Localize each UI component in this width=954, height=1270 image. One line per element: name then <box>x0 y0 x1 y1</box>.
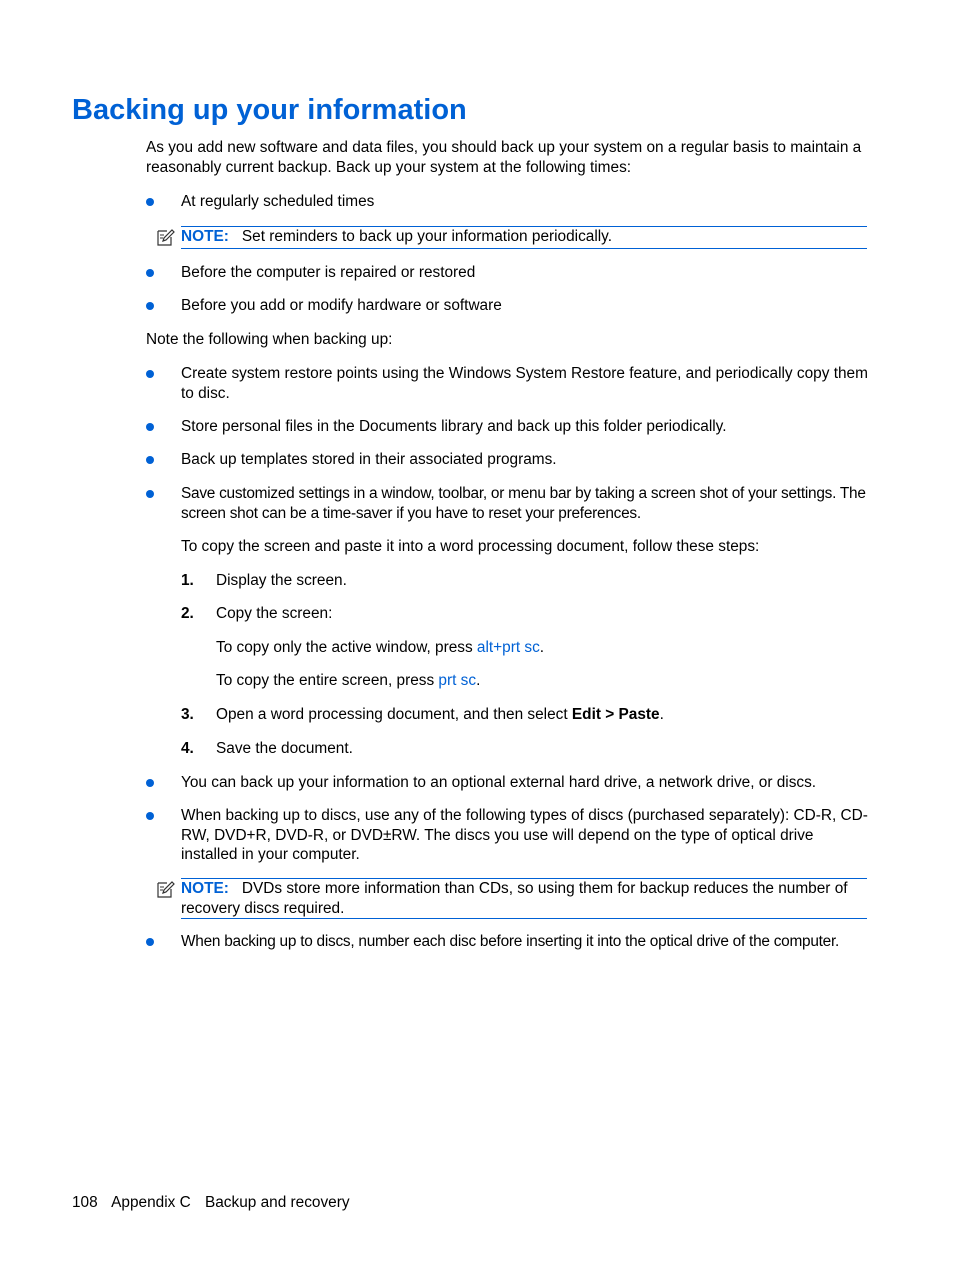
list-item: At regularly scheduled times <box>181 193 375 210</box>
step-text: Copy the screen: <box>216 605 333 622</box>
note-message: Set reminders to back up your information periodically. <box>241 228 613 245</box>
list-item: Before you add or modify hardware or software <box>181 297 502 314</box>
list-item: Back up templates stored in their associated programs. <box>181 451 557 468</box>
note-pencil-icon <box>156 228 175 247</box>
active-window-instruction <box>216 638 866 658</box>
page-title: Backing up your information <box>72 94 467 126</box>
bullet-icon <box>146 812 154 820</box>
entire-screen-instruction <box>216 671 866 691</box>
bullet-icon <box>146 779 154 787</box>
period: . <box>539 639 545 656</box>
bullet-icon <box>146 370 154 378</box>
key-prt-sc: prt sc <box>438 672 477 689</box>
intro-paragraph: As you add new software and data files, you should back up your system on a regular basis to maintain a reasonably current backup. Back up your system at the following times: <box>146 139 862 176</box>
bullet-icon <box>146 198 154 206</box>
step-text: Save the document. <box>216 740 353 757</box>
note-label: NOTE: <box>181 228 229 245</box>
note-box <box>181 878 867 919</box>
note-text <box>181 227 867 247</box>
menu-path: Edit > Paste <box>571 706 660 723</box>
note-text <box>181 879 867 918</box>
copy-intro: To copy the screen and paste it into a word processing document, follow these steps: <box>181 538 760 555</box>
step-number: 1. <box>181 572 194 589</box>
chapter-label: Backup and recovery <box>204 1194 350 1211</box>
period: . <box>476 672 481 689</box>
appendix-label: Appendix C <box>111 1194 191 1211</box>
instruction-text: To copy only the active window, press <box>216 639 477 656</box>
step-number: 2. <box>181 605 194 622</box>
list-item: When backing up to discs, number each disc before inserting it into the optical drive of the computer. <box>181 933 840 950</box>
page-number: 108 <box>72 1194 98 1211</box>
step-text-part: Open a word processing document, and then select <box>216 706 572 723</box>
page-footer <box>72 1193 360 1213</box>
step-number: 4. <box>181 740 194 757</box>
bullet-icon <box>146 269 154 277</box>
list-item: When backing up to discs, use any of the following types of discs (purchased separately): CD-R, CD-RW, DVD+R, DVD-R, or DVD±RW. The discs you use will depend on the type of optical drive installed in your computer. <box>181 807 868 863</box>
list-item: Save customized settings in a window, toolbar, or menu bar by taking a screen shot of your settings. The screen shot can be a time-saver if you have to reset your preferences. <box>181 485 866 522</box>
bullet-icon <box>146 302 154 310</box>
bullet-icon <box>146 490 154 498</box>
note-pencil-icon <box>156 880 175 899</box>
bullet-icon <box>146 938 154 946</box>
instruction-text: To copy the entire screen, press <box>216 672 439 689</box>
note-label: NOTE: <box>181 880 229 897</box>
period: . <box>659 706 664 723</box>
list-item: Create system restore points using the Windows System Restore feature, and periodically copy them to disc. <box>181 365 868 402</box>
key-alt-prt-sc: alt+prt sc <box>476 639 540 656</box>
note-box <box>181 226 867 249</box>
step-text: Display the screen. <box>216 572 347 589</box>
bullet-icon <box>146 456 154 464</box>
step-number: 3. <box>181 706 194 723</box>
list-item: Store personal files in the Documents library and back up this folder periodically. <box>181 418 727 435</box>
list-item: Before the computer is repaired or restored <box>181 264 476 281</box>
step-text <box>216 705 866 725</box>
following-paragraph: Note the following when backing up: <box>146 331 393 348</box>
list-item: You can back up your information to an optional external hard drive, a network drive, or discs. <box>181 774 817 791</box>
note-message: DVDs store more information than CDs, so using them for backup reduces the number of recovery discs required. <box>181 880 848 917</box>
bullet-icon <box>146 423 154 431</box>
